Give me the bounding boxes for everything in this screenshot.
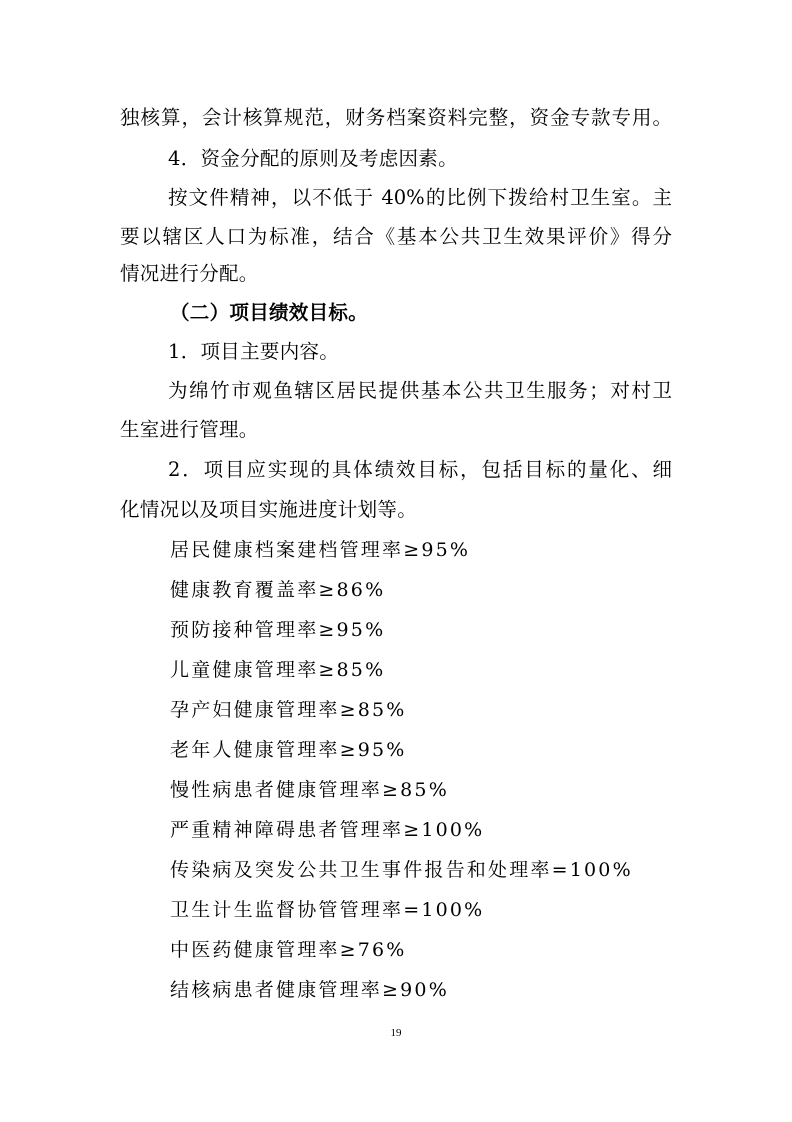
target-item: 结核病患者健康管理率≥90% — [170, 979, 449, 1001]
target-item: 居民健康档案建档管理率≥95% — [170, 539, 471, 561]
allocation-body-line: 要以辖区人口为标准，结合《基本公共卫生效果评价》得分 — [120, 225, 672, 248]
target-item: 严重精神障碍患者管理率≥100% — [170, 819, 485, 841]
target-item: 健康教育覆盖率≥86% — [170, 579, 386, 601]
section-heading: （二）项目绩效目标。 — [170, 301, 369, 324]
allocation-heading: 4．资金分配的原则及考虑因素。 — [168, 147, 458, 170]
target-item: 预防接种管理率≥95% — [170, 619, 386, 641]
target-item: 慢性病患者健康管理率≥85% — [170, 779, 449, 801]
page-number: 19 — [390, 1027, 402, 1039]
targets-heading-line: 2．项目应实现的具体绩效目标，包括目标的量化、细 — [168, 458, 672, 481]
continued-paragraph-line: 独核算，会计核算规范，财务档案资料完整，资金专款专用。 — [120, 106, 672, 129]
main-content-body-line: 为绵竹市观鱼辖区居民提供基本公共卫生服务；对村卫 — [168, 379, 672, 402]
main-content-body-line: 生室进行管理。 — [120, 418, 259, 441]
target-item: 传染病及突发公共卫生事件报告和处理率=100% — [170, 859, 633, 881]
target-item: 老年人健康管理率≥95% — [170, 739, 407, 761]
target-item: 中医药健康管理率≥76% — [170, 939, 407, 961]
target-item: 孕产妇健康管理率≥85% — [170, 699, 407, 721]
allocation-body-line: 情况进行分配。 — [120, 262, 259, 285]
target-item: 卫生计生监督协管管理率=100% — [170, 899, 485, 921]
targets-heading-line: 化情况以及项目实施进度计划等。 — [120, 498, 418, 521]
target-item: 儿童健康管理率≥85% — [170, 659, 386, 681]
allocation-body-line: 按文件精神，以不低于 40%的比例下拨给村卫生室。主 — [168, 186, 672, 209]
main-content-heading: 1．项目主要内容。 — [168, 340, 340, 363]
